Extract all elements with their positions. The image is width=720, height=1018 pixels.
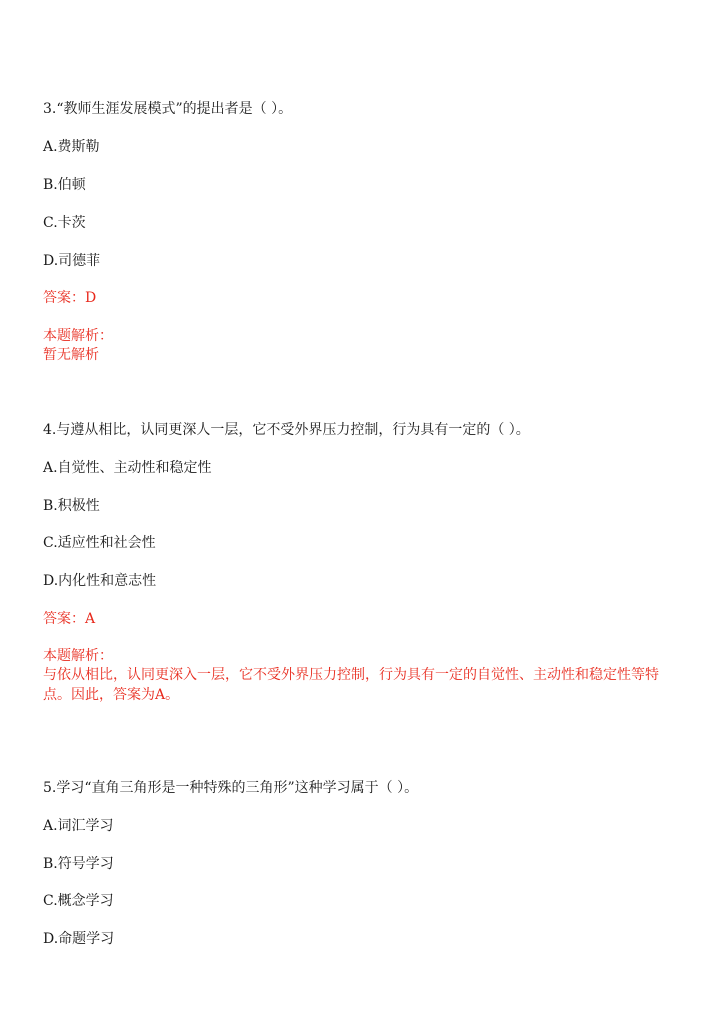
question-4-option-d: D.内化性和意志性 [43,573,157,589]
question-3-option-d: D.司德菲 [43,253,101,269]
question-5-stem: 5.学习“直角三角形是一种特殊的三角形”这种学习属于（ ）。 [43,780,419,796]
question-3-analysis: 暂无解析 [43,347,99,363]
question-3-analysis-label: 本题解析： [43,328,113,344]
question-3-option-c: C.卡茨 [43,215,86,231]
question-5-option-a: A.词汇学习 [43,818,114,834]
question-5-option-c: C.概念学习 [43,893,114,909]
question-4-option-c: C.适应性和社会性 [43,535,156,551]
question-4-option-a: A.自觉性、主动性和稳定性 [43,460,212,476]
question-3-option-a: A.费斯勒 [43,139,100,155]
question-3-option-b: B.伯顿 [43,177,86,193]
question-4-analysis: 与依从相比，认同更深入一层，它不受外界压力控制，行为具有一定的自觉性、主动性和稳定性等特点。因此，答案为A。 [43,667,659,703]
question-4-stem: 4.与遵从相比，认同更深人一层，它不受外界压力控制，行为具有一定的（ ）。 [43,422,530,438]
question-5-option-b: B.符号学习 [43,856,114,872]
question-5-option-d: D.命题学习 [43,931,115,947]
question-4-analysis-label: 本题解析： [43,648,113,664]
question-4-answer: 答案：A [43,611,96,627]
question-3-stem: 3.“教师生涯发展模式”的提出者是（ ）。 [43,101,293,117]
question-3-answer: 答案：D [43,290,97,306]
question-4-option-b: B.积极性 [43,498,100,514]
